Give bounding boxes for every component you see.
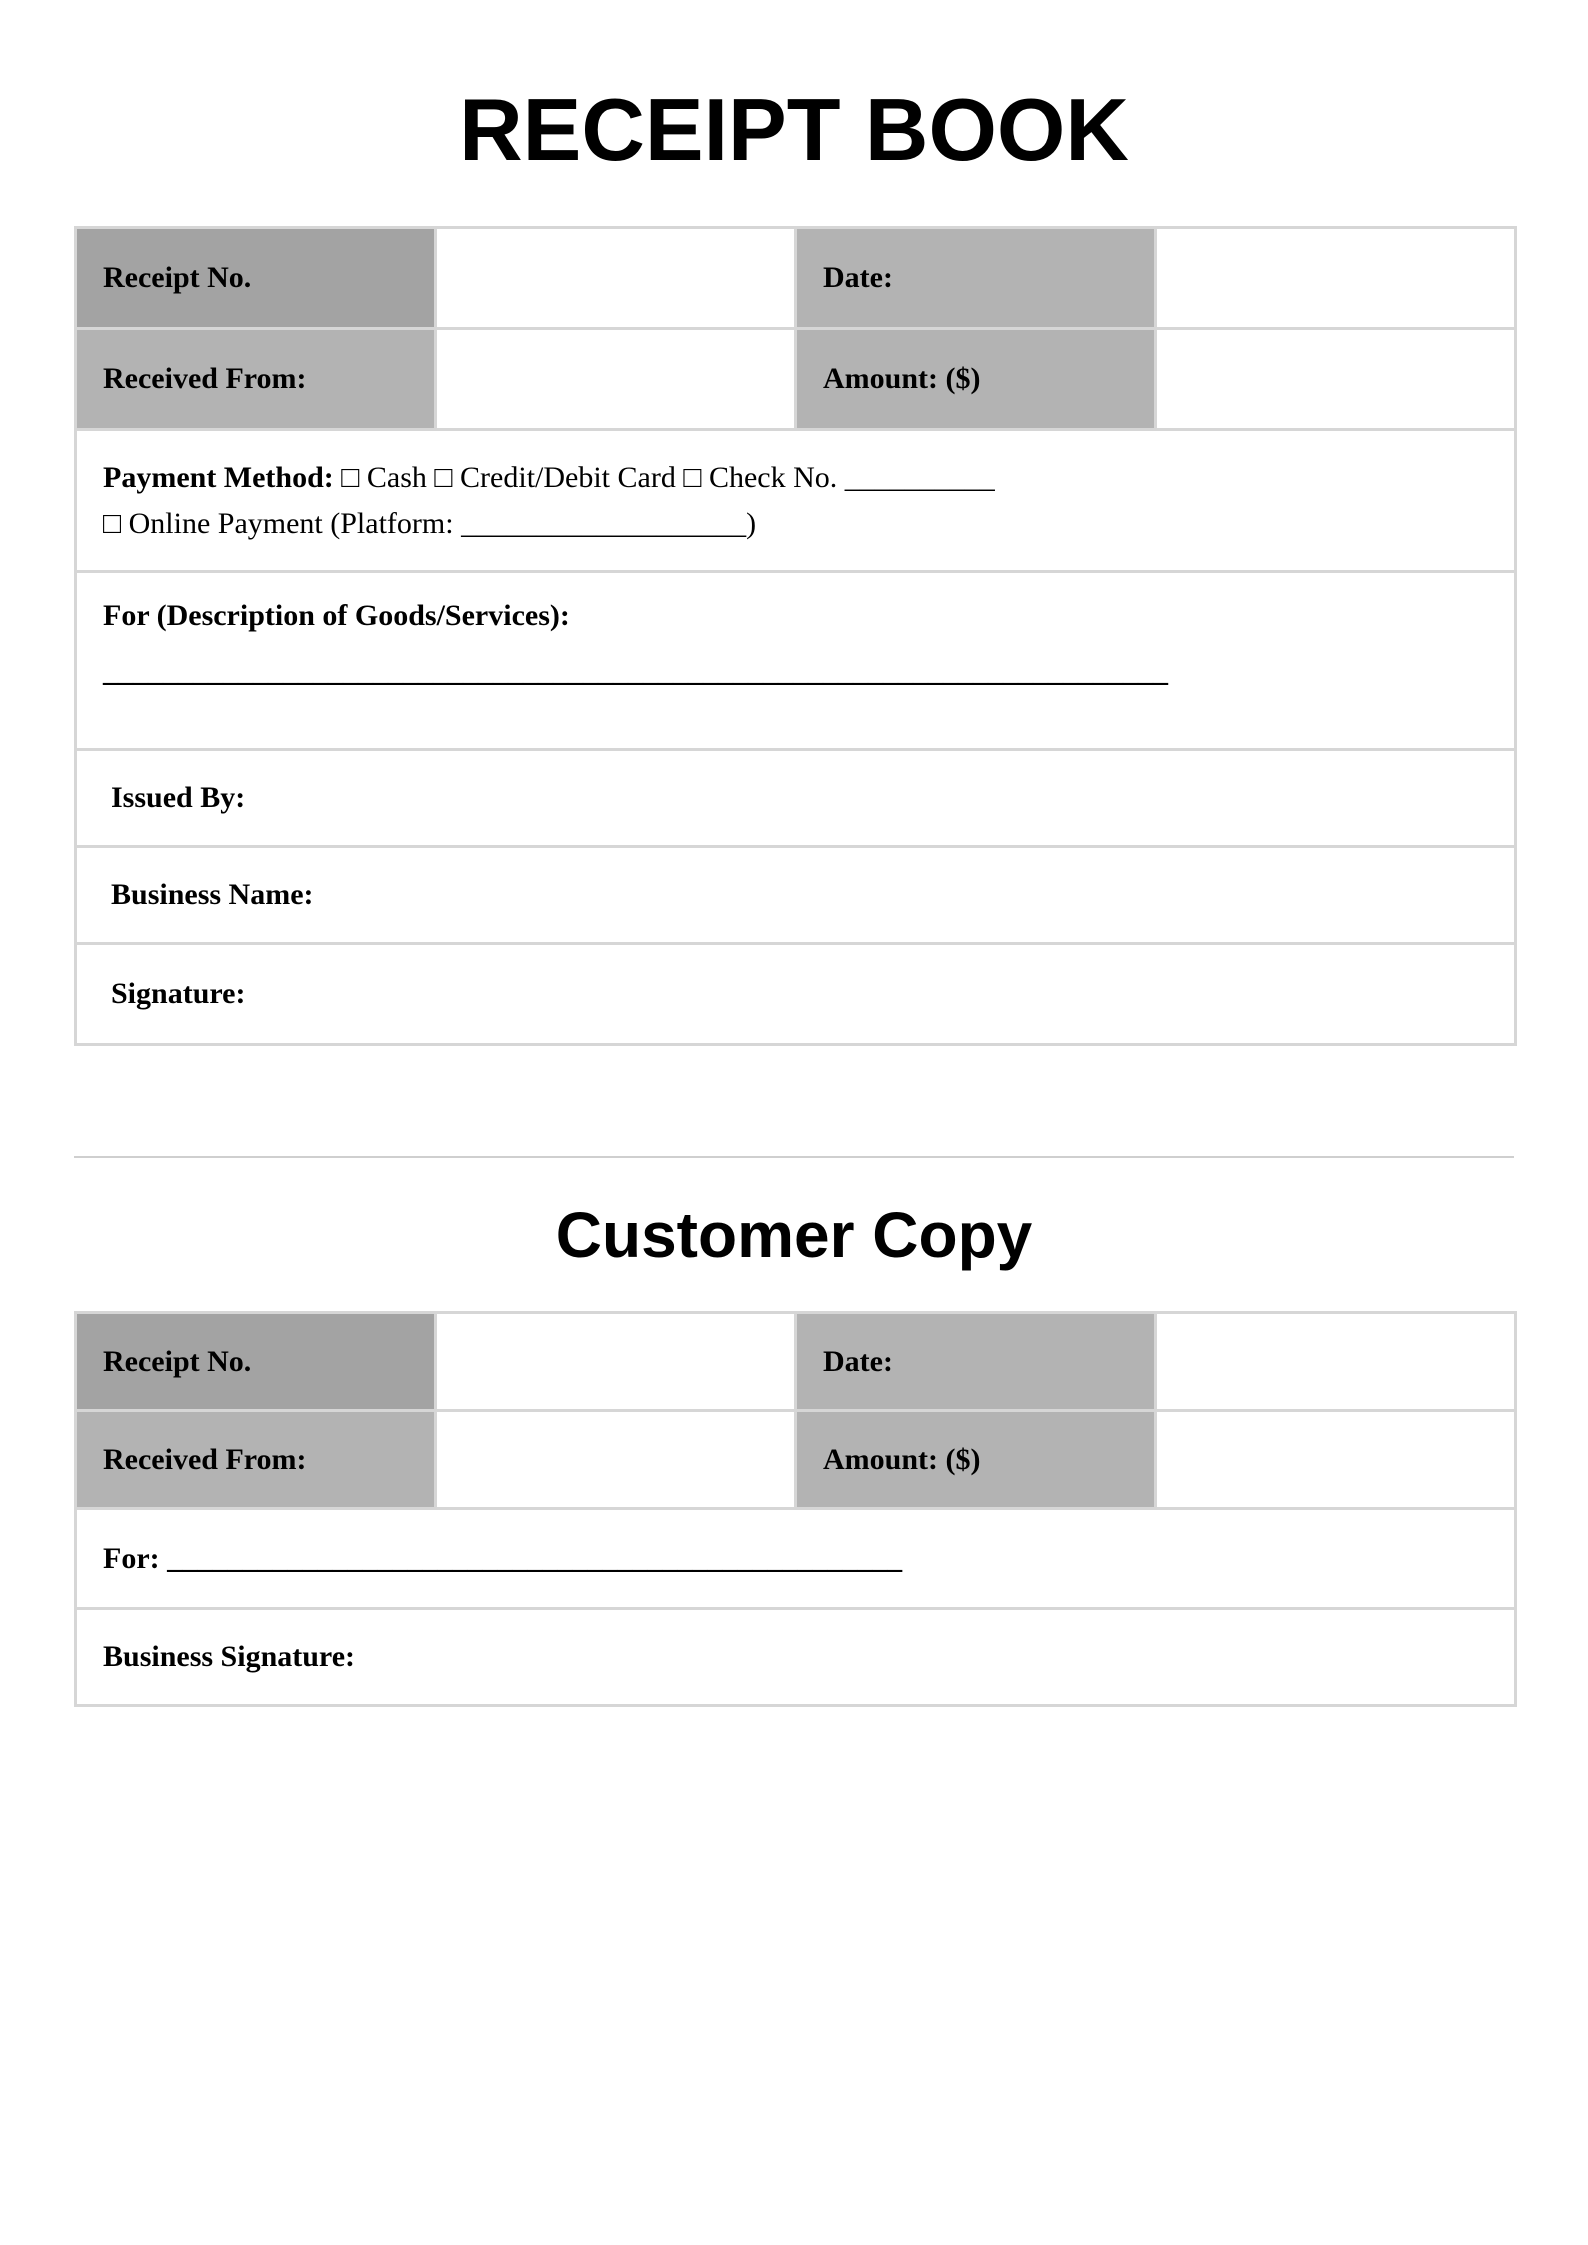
payment-options-text: □ Cash □ Credit/Debit Card □ Check No. __________ — [333, 460, 995, 494]
copy-receipt-no-field[interactable] — [436, 1313, 796, 1411]
copy-received-from-label: Received From: — [76, 1411, 436, 1509]
amount-label: Amount: ($) — [796, 329, 1156, 430]
business-signature-label[interactable]: Business Signature: — [76, 1609, 1516, 1706]
copy-received-from-field[interactable] — [436, 1411, 796, 1509]
amount-field[interactable] — [1156, 329, 1516, 430]
received-from-label: Received From: — [76, 329, 436, 430]
customer-copy-title: Customer Copy — [555, 1199, 1033, 1271]
section-divider — [74, 1156, 1514, 1158]
payment-method-line-1 — [103, 455, 1514, 501]
payment-method-cell[interactable] — [76, 430, 1516, 572]
copy-amount-label: Amount: ($) — [796, 1411, 1156, 1509]
copy-receipt-no-label: Receipt No. — [76, 1313, 436, 1411]
description-label: For (Description of Goods/Services): — [103, 599, 570, 632]
receipt-no-label: Receipt No. — [76, 228, 436, 329]
business-name-label[interactable]: Business Name: — [76, 847, 1516, 944]
issued-by-label[interactable]: Issued By: — [76, 750, 1516, 847]
description-cell[interactable] — [76, 572, 1516, 750]
date-field[interactable] — [1156, 228, 1516, 329]
copy-date-label: Date: — [796, 1313, 1156, 1411]
receipt-form-table — [74, 226, 1517, 1046]
description-line: _______________________________________________________________________ — [103, 655, 1168, 688]
customer-copy-table — [74, 1311, 1517, 1707]
payment-method-label: Payment Method: — [103, 460, 334, 494]
copy-for-label[interactable]: For: _________________________________________________ — [76, 1509, 1516, 1609]
copy-amount-field[interactable] — [1156, 1411, 1516, 1509]
date-label: Date: — [796, 228, 1156, 329]
signature-label[interactable]: Signature: — [76, 944, 1516, 1045]
received-from-field[interactable] — [436, 329, 796, 430]
receipt-no-field[interactable] — [436, 228, 796, 329]
copy-date-field[interactable] — [1156, 1313, 1516, 1411]
page-title: RECEIPT BOOK — [459, 80, 1129, 179]
payment-method-line-2: □ Online Payment (Platform: ___________________) — [103, 506, 757, 540]
